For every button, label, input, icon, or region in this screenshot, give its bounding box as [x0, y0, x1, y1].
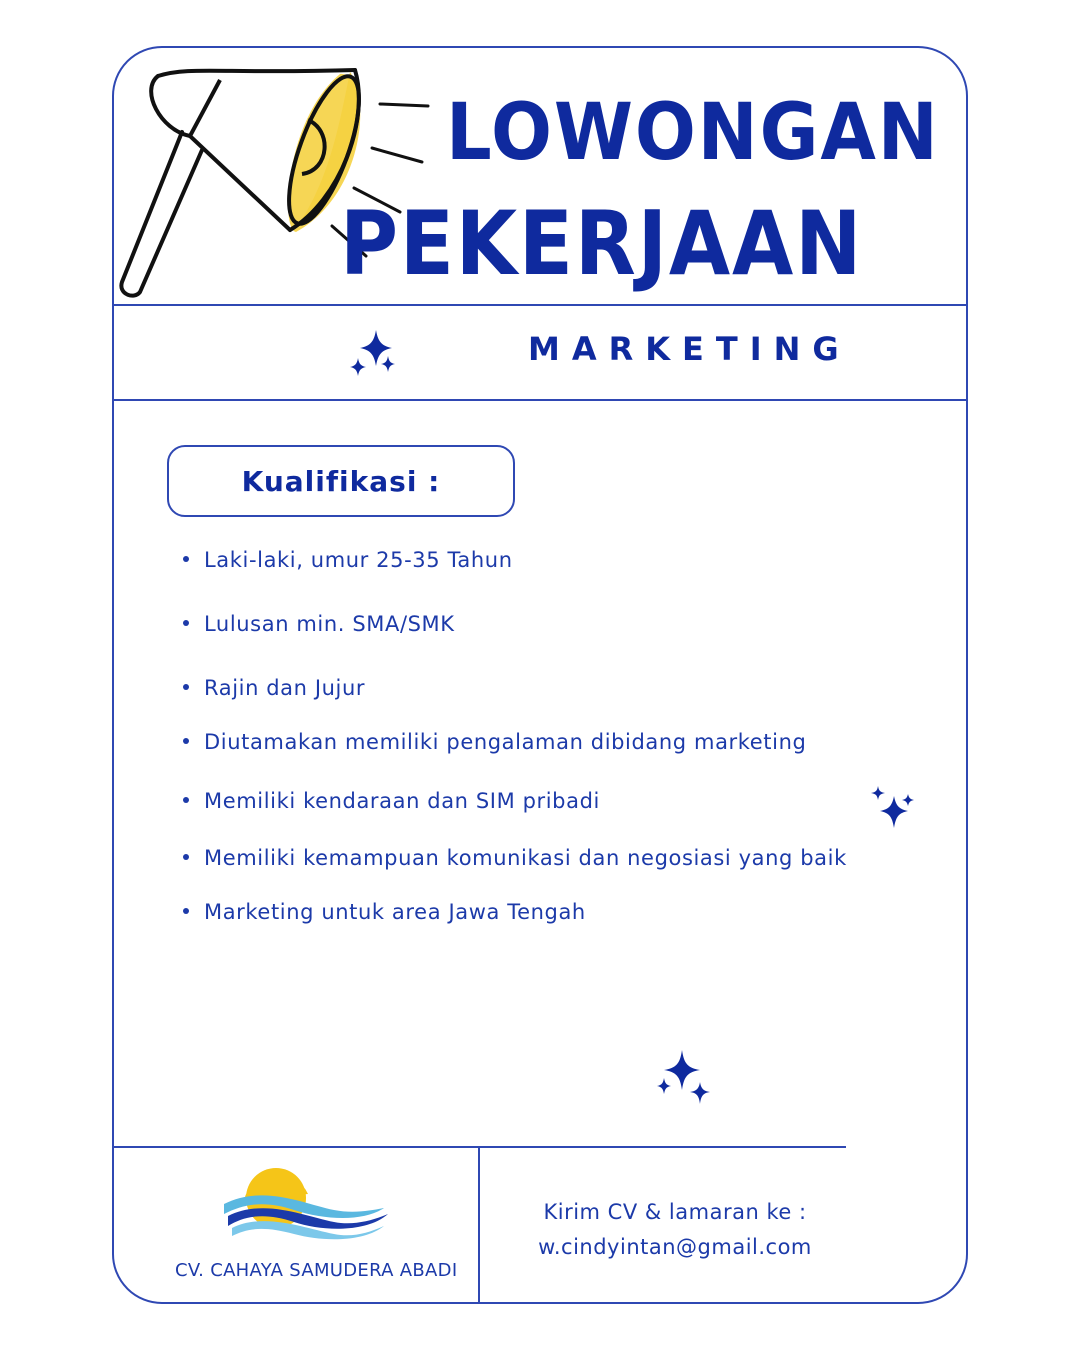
sparkle-icon — [868, 784, 918, 834]
divider-footer-vertical — [478, 1146, 480, 1304]
title-line-1: LOWONGAN — [446, 88, 940, 178]
list-item: Diutamakan memiliki pengalaman dibidang marketing — [183, 730, 806, 754]
bullet-icon — [183, 738, 189, 744]
qualifications-heading: Kualifikasi : — [241, 464, 441, 498]
bullet-icon — [183, 620, 189, 626]
list-item: Memiliki kendaraan dan SIM pribadi — [183, 789, 600, 813]
contact-email[interactable]: w.cindyintan@gmail.com — [538, 1235, 812, 1259]
company-logo — [224, 1164, 394, 1244]
qualifications-heading-box — [167, 445, 515, 517]
bullet-icon — [183, 854, 189, 860]
list-item: Marketing untuk area Jawa Tengah — [183, 900, 586, 924]
list-item: Memiliki kemampuan komunikasi dan negosiasi yang baik — [183, 846, 847, 870]
title-line-2: PEKERJAAN — [340, 192, 864, 295]
job-role: MARKETING — [528, 330, 851, 368]
company-name: CV. CAHAYA SAMUDERA ABADI — [175, 1260, 458, 1281]
contact-label: Kirim CV & lamaran ke : — [543, 1200, 807, 1224]
bullet-icon — [183, 797, 189, 803]
bullet-icon — [183, 684, 189, 690]
list-item: Rajin dan Jujur — [183, 676, 365, 700]
sparkle-icon — [346, 328, 406, 384]
divider-role — [112, 399, 968, 401]
sparkle-icon — [654, 1048, 716, 1108]
list-item: Lulusan min. SMA/SMK — [183, 612, 455, 636]
bullet-icon — [183, 556, 189, 562]
bullet-icon — [183, 908, 189, 914]
list-item: Laki-laki, umur 25-35 Tahun — [183, 548, 513, 572]
